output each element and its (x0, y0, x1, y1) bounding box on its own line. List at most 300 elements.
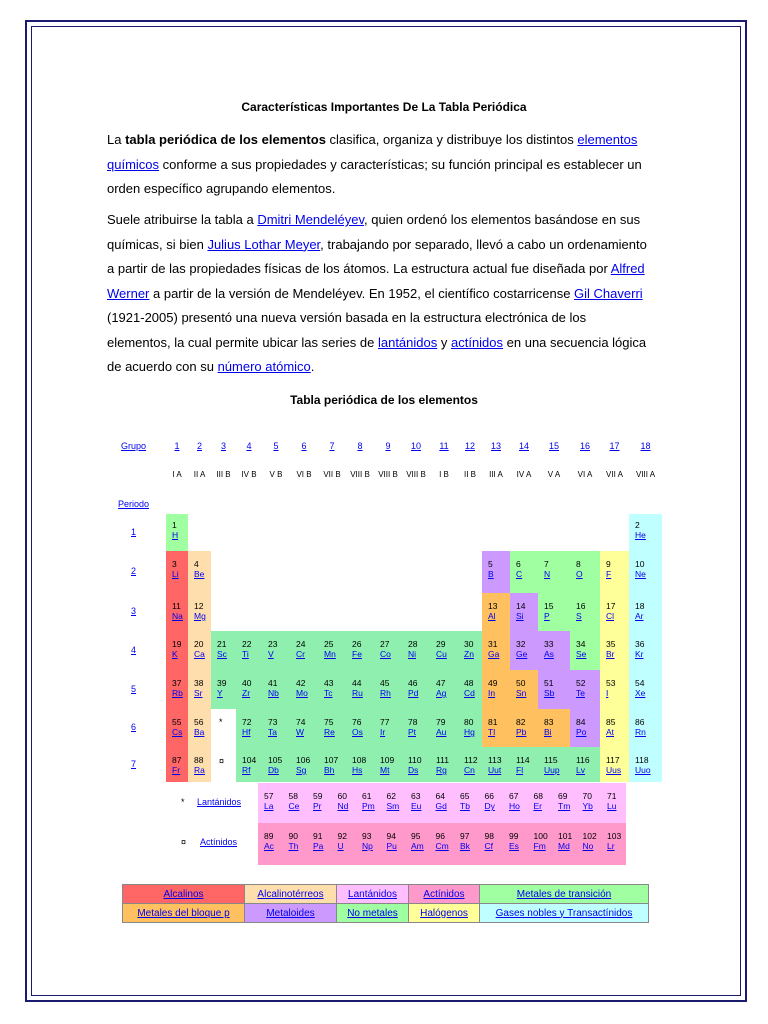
element-cell-Mt[interactable] (374, 747, 402, 782)
element-cell-Te[interactable] (570, 670, 600, 709)
period-number-6[interactable]: 6 (131, 722, 137, 732)
element-cell-Rn[interactable] (629, 709, 662, 747)
element-symbol-link[interactable]: Ge (516, 649, 528, 659)
atomic-number: 20 (194, 639, 204, 649)
element-cell-N[interactable] (538, 551, 570, 593)
element-cell-Lv[interactable] (570, 747, 600, 782)
element-cell-Na[interactable] (166, 593, 188, 631)
element-symbol-link[interactable]: Al (488, 611, 496, 621)
element-symbol-link[interactable]: Sg (296, 765, 307, 775)
lanthanide-cell-Ce[interactable] (283, 783, 308, 823)
element-symbol-link[interactable]: Rb (172, 688, 183, 698)
legend-lantanidos[interactable]: Lantánidos (337, 885, 409, 904)
element-cell-As[interactable] (538, 631, 570, 670)
element-cell-Xe[interactable] (629, 670, 662, 709)
element-cell-Bh[interactable] (318, 747, 346, 782)
element-cell-Pb[interactable] (510, 709, 538, 747)
element-cell-Ca[interactable] (188, 631, 211, 670)
actinide-cell-Cf[interactable] (479, 823, 504, 865)
atomic-number: 55 (172, 717, 182, 727)
lanthanide-cell-Tb[interactable] (454, 783, 479, 823)
element-symbol-link[interactable]: He (635, 530, 646, 540)
element-cell-Cl[interactable] (600, 593, 629, 631)
element-symbol-link[interactable]: Be (194, 569, 205, 579)
element-symbol-link[interactable]: Tb (460, 801, 470, 811)
element-cell-Rh[interactable] (374, 670, 402, 709)
legend-halogenos[interactable]: Halógenos (409, 904, 480, 923)
table-title: Tabla periódica de los elementos (290, 393, 478, 407)
element-symbol-link[interactable]: Cf (484, 841, 493, 851)
element-symbol-link[interactable]: Ga (488, 649, 500, 659)
element-cell-Pt[interactable] (402, 709, 430, 747)
group-number-10[interactable]: 10 (410, 441, 421, 451)
element-symbol-link[interactable]: Pt (408, 727, 417, 737)
element-symbol-link[interactable]: Lv (576, 765, 585, 775)
group-number-5[interactable]: 5 (273, 441, 279, 451)
legend-gases-nobles[interactable]: Gases nobles y Transactínidos (480, 904, 649, 923)
element-symbol-link[interactable]: Er (533, 801, 542, 811)
element-symbol-link[interactable]: Kr (635, 649, 644, 659)
element-cell-Mg[interactable] (188, 593, 211, 631)
element-cell-Bi[interactable] (538, 709, 570, 747)
element-cell-I[interactable] (600, 670, 629, 709)
actinide-cell-No[interactable] (577, 823, 602, 865)
lanthanide-cell-Lu[interactable] (601, 783, 626, 823)
element-symbol-link[interactable]: Ds (408, 765, 419, 775)
element-symbol-link[interactable]: Ho (509, 801, 520, 811)
element-cell-Ga[interactable] (482, 631, 510, 670)
group-number-8[interactable]: 8 (357, 441, 363, 451)
element-cell-Cs[interactable] (166, 709, 188, 747)
group-number-1[interactable]: 1 (174, 441, 180, 451)
element-symbol-link[interactable]: Na (172, 611, 183, 621)
group-number-6[interactable]: 6 (301, 441, 307, 451)
element-cell-Uup[interactable] (538, 747, 570, 782)
actinide-cell-Lr[interactable] (601, 823, 626, 865)
element-symbol-link[interactable]: Nd (337, 801, 349, 811)
element-symbol-link[interactable]: O (576, 569, 583, 579)
element-symbol-link[interactable]: V (268, 649, 274, 659)
element-cell-Sc[interactable] (211, 631, 236, 670)
group-number-13[interactable]: 13 (490, 441, 501, 451)
element-cell-Y[interactable] (211, 670, 236, 709)
element-cell-W[interactable] (290, 709, 318, 747)
atomic-number: 16 (576, 601, 586, 611)
element-symbol-link[interactable]: Tc (324, 688, 333, 698)
actinide-cell-Bk[interactable] (454, 823, 479, 865)
element-cell-Os[interactable] (346, 709, 374, 747)
element-cell-Tl[interactable] (482, 709, 510, 747)
element-symbol-link[interactable]: Y (217, 688, 223, 698)
element-symbol-link[interactable]: Pb (516, 727, 527, 737)
element-cell-Kr[interactable] (629, 631, 662, 670)
element-cell-S[interactable] (570, 593, 600, 631)
element-symbol-link[interactable]: Uut (488, 765, 502, 775)
element-symbol-link[interactable]: Th (288, 841, 299, 851)
atomic-number: 61 (362, 791, 372, 801)
element-symbol-link[interactable]: Se (576, 649, 587, 659)
element-cell-Cr[interactable] (290, 631, 318, 670)
element-symbol-link[interactable]: Ir (380, 727, 386, 737)
lanthanide-cell-Pm[interactable] (356, 783, 381, 823)
element-symbol-link[interactable]: Te (576, 688, 585, 698)
element-cell-Nb[interactable] (262, 670, 290, 709)
link-numero-atomico[interactable]: número atómico (217, 359, 311, 374)
group-label[interactable]: Grupo (121, 441, 147, 451)
text-span: (1921-2005) presentó una nueva versión basada en la estructura electrónica de los elementos, la cual permite ubicar las series de (107, 310, 587, 350)
element-symbol-link[interactable]: N (544, 569, 551, 579)
element-cell-Ni[interactable] (402, 631, 430, 670)
element-cell-Cd[interactable] (458, 670, 482, 709)
legend-metaloides[interactable]: Metaloides (245, 904, 337, 923)
element-symbol-link[interactable]: Pm (362, 801, 375, 811)
element-cell-Uut[interactable] (482, 747, 510, 782)
element-symbol-link[interactable]: Hs (352, 765, 363, 775)
lanthanide-cell-Dy[interactable] (479, 783, 504, 823)
element-symbol-link[interactable]: As (544, 649, 554, 659)
element-symbol-link[interactable]: Zn (464, 649, 474, 659)
actinide-cell-Np[interactable] (356, 823, 381, 865)
element-symbol-link[interactable]: S (576, 611, 582, 621)
lanthanide-cell-Ho[interactable] (503, 783, 528, 823)
element-cell-O[interactable] (570, 551, 600, 593)
group-number-12[interactable]: 12 (464, 441, 475, 451)
period-label[interactable]: Periodo (118, 499, 150, 509)
element-symbol-link[interactable]: C (516, 569, 523, 579)
element-symbol-link[interactable]: Rn (635, 727, 646, 737)
element-cell-C[interactable] (510, 551, 538, 593)
element-symbol-link[interactable]: At (606, 727, 615, 737)
element-symbol-link[interactable]: Sn (516, 688, 527, 698)
element-cell-H[interactable] (166, 514, 188, 551)
element-symbol-link[interactable]: P (544, 611, 550, 621)
atomic-number: 94 (386, 831, 396, 841)
group-number-2[interactable]: 2 (196, 441, 202, 451)
element-cell-K[interactable] (166, 631, 188, 670)
element-symbol-link[interactable]: Mn (324, 649, 336, 659)
element-cell-Cu[interactable] (430, 631, 458, 670)
element-cell-Ra[interactable] (188, 747, 211, 782)
link-lantanidos[interactable]: lantánidos (377, 334, 438, 350)
lanthanide-cell-La[interactable] (258, 783, 283, 823)
atomic-number: 42 (296, 678, 306, 688)
period-number-7[interactable]: 7 (131, 758, 137, 769)
atomic-number: 44 (352, 678, 362, 688)
atomic-number: 95 (411, 831, 421, 841)
element-symbol-link[interactable]: Cm (435, 841, 449, 851)
element-symbol-link[interactable]: Db (268, 765, 279, 775)
element-symbol-link[interactable]: Cs (172, 727, 183, 737)
element-symbol-link[interactable]: Am (411, 841, 424, 851)
element-symbol-link[interactable]: Rf (242, 765, 251, 775)
element-cell-Fe[interactable] (346, 631, 374, 670)
element-symbol-link[interactable]: Uup (544, 765, 560, 775)
element-symbol-link[interactable]: Br (606, 649, 615, 659)
link-elementos-quimicos[interactable]: elementos químicos (107, 132, 638, 172)
actinide-cell-Ac[interactable] (258, 823, 283, 865)
element-symbol-link[interactable]: Ru (352, 688, 363, 698)
element-cell-Ba[interactable] (188, 709, 211, 747)
legend-alcalinos[interactable]: Alcalinos (123, 885, 245, 904)
element-symbol-link[interactable]: Ne (635, 569, 646, 579)
element-symbol-link[interactable]: Ba (194, 727, 205, 737)
element-symbol-link[interactable]: Bh (324, 765, 335, 775)
element-cell-He[interactable] (629, 514, 662, 551)
element-cell-F[interactable] (600, 551, 629, 593)
legend-alcalinoterreos[interactable]: Alcalinotérreos (245, 885, 337, 904)
element-cell-Re[interactable] (318, 709, 346, 747)
element-symbol-link[interactable]: Ag (436, 688, 447, 698)
element-symbol-link[interactable]: Fe (352, 649, 362, 659)
element-cell-At[interactable] (600, 709, 629, 747)
element-symbol-link[interactable]: Xe (635, 688, 646, 698)
actinide-cell-U[interactable] (332, 823, 357, 865)
element-cell-Mo[interactable] (290, 670, 318, 709)
element-symbol-link[interactable]: Os (352, 727, 363, 737)
element-cell-Li[interactable] (166, 551, 188, 593)
element-cell-B[interactable] (482, 551, 510, 593)
element-cell-Sg[interactable] (290, 747, 318, 782)
group-number-18[interactable]: 18 (640, 441, 651, 451)
element-symbol-link[interactable]: F (606, 569, 612, 579)
group-number-17[interactable]: 17 (609, 441, 620, 451)
element-symbol-link[interactable]: Es (509, 841, 519, 851)
lanthanide-cell-Nd[interactable] (332, 783, 357, 823)
element-symbol-link[interactable]: Rg (436, 765, 447, 775)
lanthanide-cell-Sm[interactable] (381, 783, 406, 823)
element-symbol-link[interactable]: Si (516, 611, 524, 621)
element-cell-Tc[interactable] (318, 670, 346, 709)
lanthanides-row-label[interactable]: Lantánidos (197, 797, 242, 807)
element-symbol-link[interactable]: Lu (607, 801, 617, 811)
atomic-number: 51 (544, 678, 554, 688)
element-cell-Pd[interactable] (402, 670, 430, 709)
period-number-2[interactable]: 2 (131, 566, 137, 576)
element-cell-Se[interactable] (570, 631, 600, 670)
atomic-number: 81 (488, 717, 498, 727)
element-symbol-link[interactable]: La (264, 801, 274, 811)
element-symbol-link[interactable]: Ra (194, 765, 205, 775)
element-cell-Ti[interactable] (236, 631, 262, 670)
element-symbol-link[interactable]: Ti (242, 649, 249, 659)
element-symbol-link[interactable]: U (337, 841, 344, 851)
element-cell-Mn[interactable] (318, 631, 346, 670)
element-cell-Rb[interactable] (166, 670, 188, 709)
element-cell-Sb[interactable] (538, 670, 570, 709)
element-symbol-link[interactable]: Sm (386, 801, 400, 811)
element-symbol-link[interactable]: Cl (606, 611, 615, 621)
element-cell-Ar[interactable] (629, 593, 662, 631)
period-number-5[interactable]: 5 (131, 683, 137, 694)
group-number-14[interactable]: 14 (518, 441, 529, 451)
group-roman-1: I A (172, 470, 182, 479)
atomic-number: 99 (509, 831, 519, 841)
group-number-15[interactable]: 15 (548, 441, 559, 451)
element-symbol-link[interactable]: Ni (408, 649, 417, 659)
element-symbol-link[interactable]: Cr (296, 649, 305, 659)
element-symbol-link[interactable]: Hg (464, 727, 475, 737)
element-symbol-link[interactable]: Pd (408, 688, 419, 698)
actinide-cell-Am[interactable] (405, 823, 430, 865)
element-symbol-link[interactable]: Mg (194, 611, 206, 621)
lanthanide-cell-Yb[interactable] (577, 783, 602, 823)
element-cell-Po[interactable] (570, 709, 600, 747)
group-number-7[interactable]: 7 (329, 441, 335, 451)
element-cell-Au[interactable] (430, 709, 458, 747)
actinide-cell-Md[interactable] (552, 823, 577, 865)
element-symbol-link[interactable]: Cn (464, 765, 475, 775)
element-symbol-link[interactable]: Hf (242, 727, 251, 737)
element-cell-Ds[interactable] (402, 747, 430, 782)
element-cell-Ne[interactable] (629, 551, 662, 593)
element-symbol-link[interactable]: Np (362, 841, 373, 851)
link-actinidos[interactable]: actínidos (450, 334, 504, 350)
element-symbol-link[interactable]: K (172, 649, 178, 659)
element-cell-Cn[interactable] (458, 747, 482, 782)
element-cell-Ge[interactable] (510, 631, 538, 670)
actinide-cell-Th[interactable] (283, 823, 308, 865)
element-symbol-link[interactable]: Md (558, 841, 570, 851)
element-symbol-link[interactable]: Fl (516, 765, 524, 775)
element-cell-Be[interactable] (188, 551, 211, 593)
actinide-cell-Cm[interactable] (430, 823, 455, 865)
element-cell-Si[interactable] (510, 593, 538, 631)
element-symbol-link[interactable]: Li (172, 569, 179, 579)
element-symbol-link[interactable]: Ar (635, 611, 644, 621)
element-symbol-link[interactable]: Pa (313, 841, 324, 851)
link-werner[interactable]: Alfred Werner (107, 261, 645, 301)
actinide-cell-Pu[interactable] (381, 823, 406, 865)
atomic-number: 71 (607, 791, 617, 801)
actinide-cell-Fm[interactable] (528, 823, 553, 865)
element-symbol-link[interactable]: Sc (217, 649, 227, 659)
element-cell-Ta[interactable] (262, 709, 290, 747)
element-symbol-link[interactable]: Co (380, 649, 391, 659)
element-symbol-link[interactable]: Gd (435, 801, 447, 811)
element-symbol-link[interactable]: Sr (194, 688, 203, 698)
element-symbol-link[interactable]: Po (576, 727, 587, 737)
element-cell-Zr[interactable] (236, 670, 262, 709)
element-symbol-link[interactable]: Lr (607, 841, 615, 851)
element-symbol-link[interactable]: Pr (313, 801, 322, 811)
element-symbol-link[interactable]: Ce (288, 801, 300, 811)
group-number-4[interactable]: 4 (246, 441, 252, 451)
element-cell-Uuo[interactable] (629, 747, 662, 782)
element-symbol-link[interactable]: Ca (194, 649, 205, 659)
legend-no-metales[interactable]: No metales (337, 904, 409, 923)
actinide-cell-Pa[interactable] (307, 823, 332, 865)
actinides-row-label[interactable]: Actínidos (200, 837, 238, 847)
group-number-3[interactable]: 3 (220, 441, 226, 451)
element-cell-Fr[interactable] (166, 747, 188, 782)
element-cell-Ag[interactable] (430, 670, 458, 709)
element-cell-In[interactable] (482, 670, 510, 709)
element-symbol-link[interactable]: W (296, 727, 305, 737)
element-symbol-link[interactable]: Sb (544, 688, 555, 698)
element-symbol-link[interactable]: Ac (264, 841, 274, 851)
element-cell-Ir[interactable] (374, 709, 402, 747)
element-symbol-link[interactable]: Rh (380, 688, 391, 698)
element-cell-Ru[interactable] (346, 670, 374, 709)
element-cell-Al[interactable] (482, 593, 510, 631)
group-number-16[interactable]: 16 (579, 441, 590, 451)
element-symbol-link[interactable]: Pu (386, 841, 397, 851)
period-number-1[interactable]: 1 (131, 526, 137, 537)
lanthanide-cell-Tm[interactable] (552, 783, 577, 823)
element-symbol-link[interactable]: No (582, 841, 594, 851)
element-symbol-link[interactable]: Cd (464, 688, 475, 698)
element-symbol-link[interactable]: Mo (296, 688, 308, 698)
lanthanide-cell-Gd[interactable] (430, 783, 455, 823)
element-symbol-link[interactable]: Cu (436, 649, 447, 659)
atomic-number: 57 (264, 791, 274, 801)
element-symbol-link[interactable]: Nb (268, 688, 279, 698)
element-symbol-link[interactable]: Mt (380, 765, 390, 775)
element-symbol-link[interactable]: In (488, 688, 496, 698)
element-symbol-link[interactable]: Zr (242, 688, 251, 698)
link-mendeleyev[interactable]: Dmitri Mendeléyev (257, 212, 364, 227)
element-symbol-link[interactable]: Yb (582, 801, 593, 811)
legend-actinidos[interactable]: Actínidos (409, 885, 480, 904)
lanthanide-cell-Eu[interactable] (405, 783, 430, 823)
legend-metales-transicion[interactable]: Metales de transición (480, 885, 649, 904)
element-cell-P[interactable] (538, 593, 570, 631)
element-symbol-link[interactable]: I (606, 688, 609, 698)
element-symbol-link[interactable]: B (488, 569, 494, 579)
element-cell-Co[interactable] (374, 631, 402, 670)
element-cell-Hg[interactable] (458, 709, 482, 747)
element-cell-Br[interactable] (600, 631, 629, 670)
element-cell-Hs[interactable] (346, 747, 374, 782)
element-symbol-link[interactable]: H (172, 530, 179, 540)
element-cell-Fl[interactable] (510, 747, 538, 782)
element-cell-Sn[interactable] (510, 670, 538, 709)
element-cell-Rg[interactable] (430, 747, 458, 782)
element-cell-Sr[interactable] (188, 670, 211, 709)
element-cell-Rf[interactable] (236, 747, 262, 782)
element-cell-Zn[interactable] (458, 631, 482, 670)
element-symbol-link[interactable]: Uus (606, 765, 622, 775)
element-symbol-link[interactable]: Eu (411, 801, 422, 811)
element-symbol-link[interactable]: Au (436, 727, 447, 737)
link-chaverri[interactable]: Gil Chaverri (574, 285, 643, 301)
legend-bloque-p[interactable]: Metales del bloque p (123, 904, 245, 923)
element-symbol-link[interactable]: Fm (533, 841, 546, 851)
lanthanide-cell-Pr[interactable] (307, 783, 332, 823)
group-number-11[interactable]: 11 (439, 441, 449, 451)
element-symbol-link[interactable]: Ta (268, 727, 277, 737)
element-symbol-link[interactable]: Bk (460, 841, 470, 851)
element-cell-Uus[interactable] (600, 747, 629, 782)
group-number-9[interactable]: 9 (385, 441, 391, 451)
element-symbol-link[interactable]: Re (324, 727, 335, 737)
element-symbol-link[interactable]: Uuo (635, 765, 651, 775)
link-meyer[interactable]: Julius Lothar Meyer (207, 236, 321, 252)
element-symbol-link[interactable]: Fr (172, 765, 181, 775)
element-symbol-link[interactable]: Bi (544, 727, 552, 737)
period-number-3[interactable]: 3 (131, 606, 137, 616)
element-symbol-link[interactable]: Dy (484, 801, 495, 811)
period-number-4[interactable]: 4 (131, 644, 137, 655)
lanthanide-cell-Er[interactable] (528, 783, 553, 823)
element-cell-V[interactable] (262, 631, 290, 670)
element-symbol-link[interactable]: Tm (558, 801, 571, 811)
atomic-number: 67 (509, 791, 519, 801)
element-cell-Hf[interactable] (236, 709, 262, 747)
element-symbol-link[interactable]: Tl (488, 727, 496, 737)
element-cell-Db[interactable] (262, 747, 290, 782)
actinide-cell-Es[interactable] (503, 823, 528, 865)
